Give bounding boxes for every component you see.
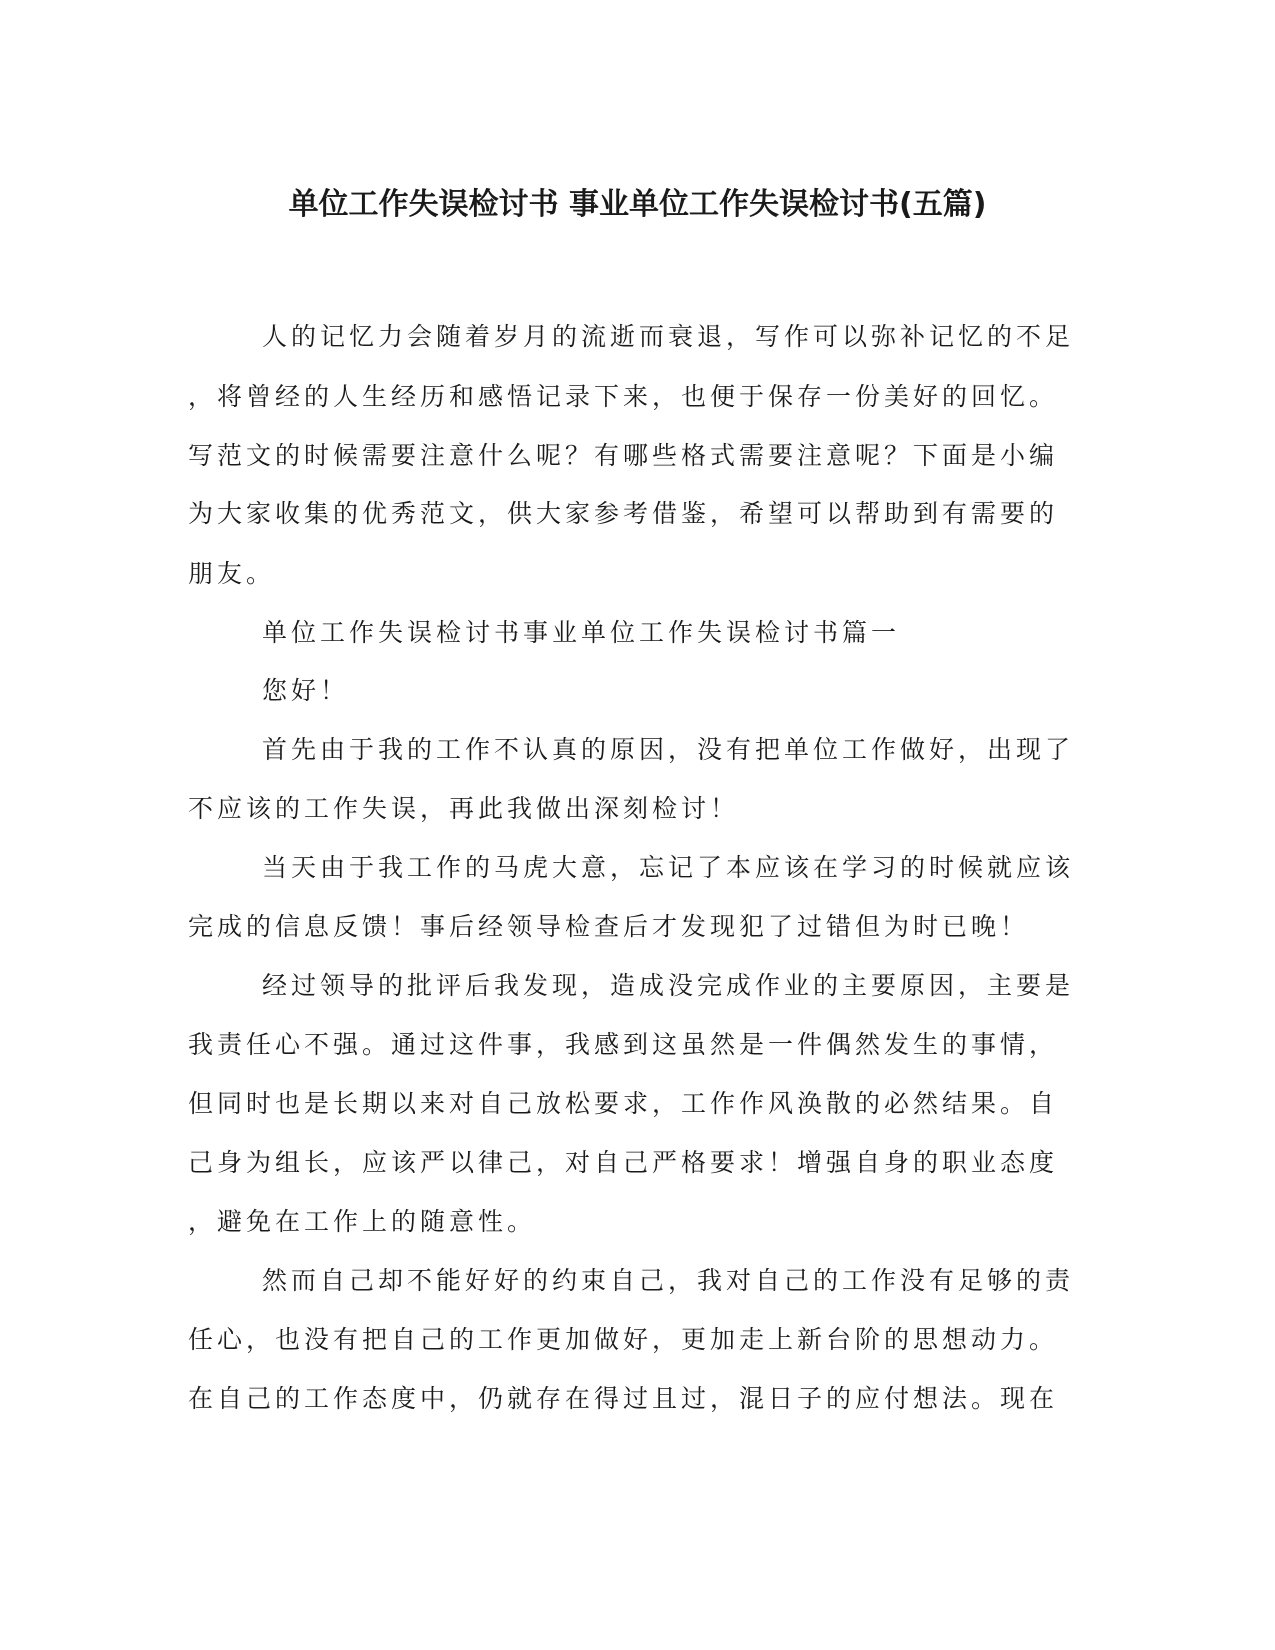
- paragraph-line: ，避免在工作上的随意性。: [188, 1207, 537, 1236]
- salutation: 您好！: [262, 676, 350, 705]
- document-title: 单位工作失误检讨书 事业单位工作失误检讨书(五篇): [288, 187, 987, 222]
- paragraph-line: 人的记忆力会随着岁月的流逝而衰退，写作可以弥补记忆的不足: [262, 322, 1075, 351]
- paragraph-line: 但同时也是长期以来对自己放松要求，工作作风涣散的必然结果。自: [188, 1089, 1059, 1118]
- paragraph-line: 然而自己却不能好好的约束自己，我对自己的工作没有足够的责: [262, 1266, 1075, 1295]
- paragraph-line: 为大家收集的优秀范文，供大家参考借鉴，希望可以帮助到有需要的: [188, 499, 1059, 528]
- paragraph-line: ，将曾经的人生经历和感悟记录下来，也便于保存一份美好的回忆。: [188, 382, 1059, 411]
- paragraph-line: 不应该的工作失误，再此我做出深刻检讨！: [188, 794, 740, 823]
- section-heading: 单位工作失误检讨书事业单位工作失误检讨书篇一: [262, 618, 901, 647]
- paragraph-line: 己身为组长，应该严以律己，对自己严格要求！增强自身的职业态度: [188, 1148, 1059, 1177]
- paragraph-line: 当天由于我工作的马虎大意，忘记了本应该在学习的时候就应该: [262, 853, 1075, 882]
- paragraph-line: 我责任心不强。通过这件事，我感到这虽然是一件偶然发生的事情，: [188, 1030, 1059, 1059]
- paragraph-line: 朋友。: [188, 559, 276, 588]
- paragraph-line: 任心，也没有把自己的工作更加做好，更加走上新台阶的思想动力。: [188, 1325, 1059, 1354]
- paragraph-line: 经过领导的批评后我发现，造成没完成作业的主要原因，主要是: [262, 971, 1075, 1000]
- paragraph-line: 在自己的工作态度中，仍就存在得过且过，混日子的应付想法。现在: [188, 1384, 1059, 1413]
- paragraph-line: 写范文的时候需要注意什么呢？有哪些格式需要注意呢？下面是小编: [188, 441, 1059, 470]
- paragraph-line: 首先由于我的工作不认真的原因，没有把单位工作做好，出现了: [262, 735, 1075, 764]
- paragraph-line: 完成的信息反馈！事后经领导检查后才发现犯了过错但为时已晚！: [188, 912, 1030, 941]
